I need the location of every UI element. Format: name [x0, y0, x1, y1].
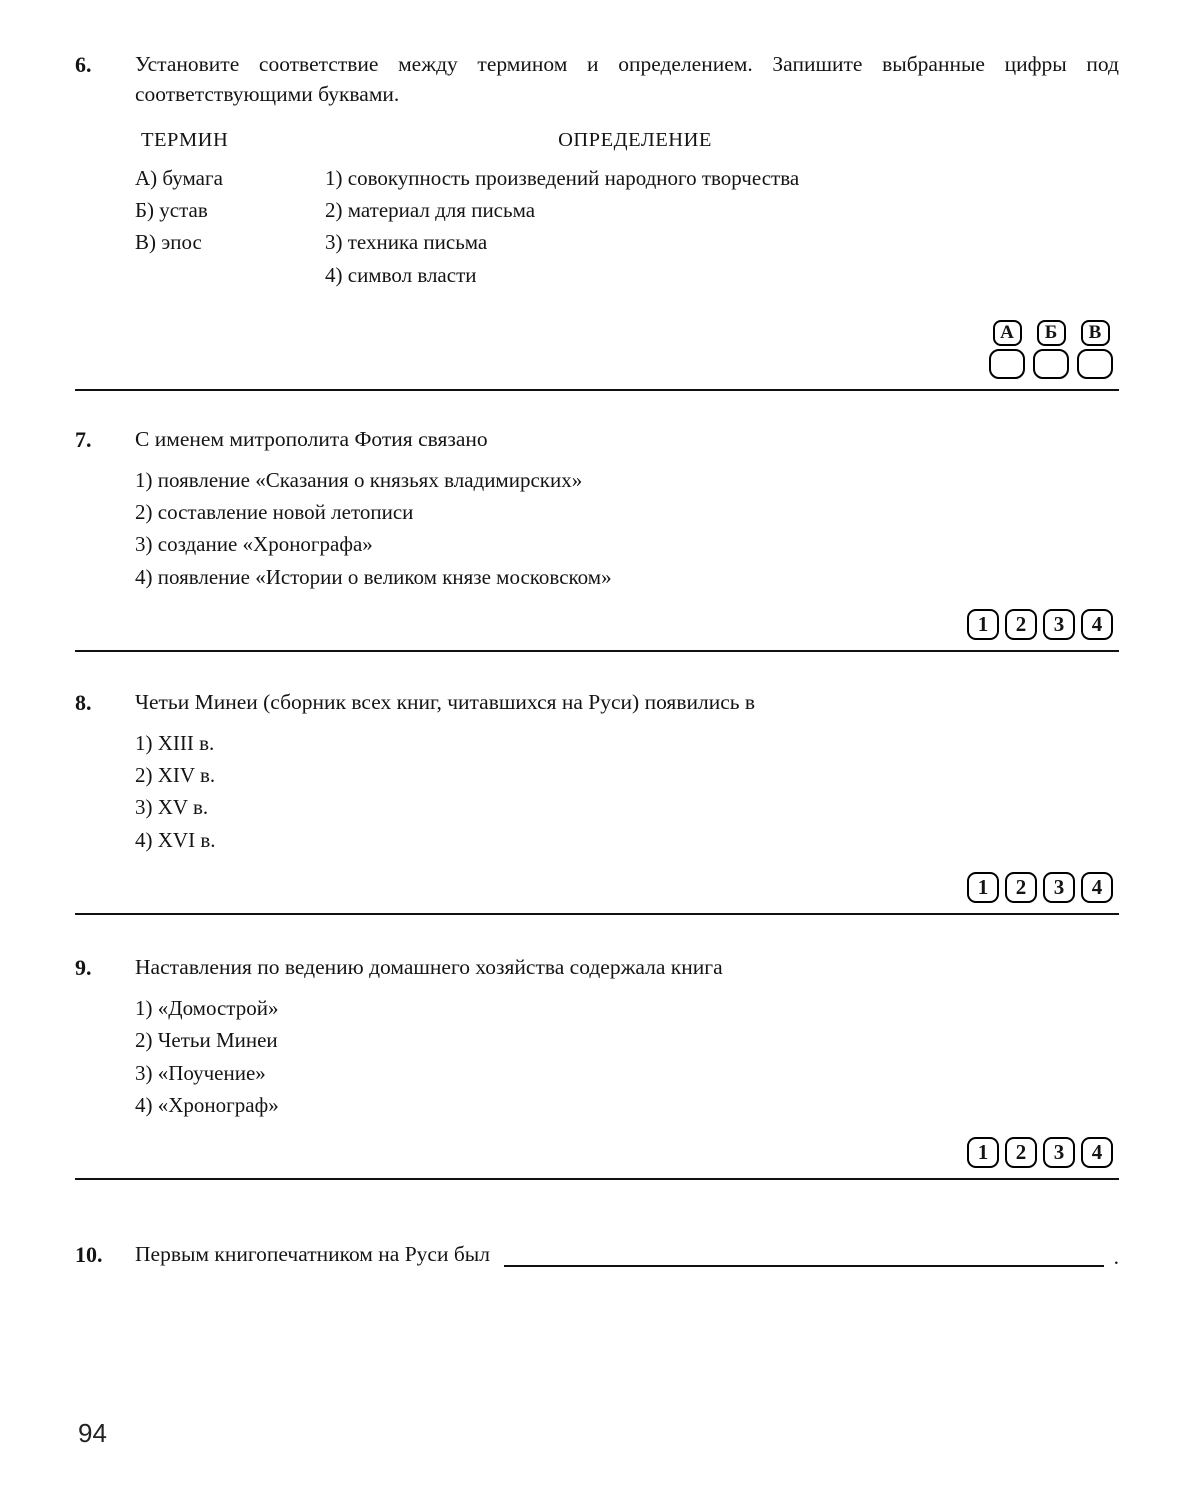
- answer-boxes-q8: [75, 872, 1113, 903]
- option: 2) Четьи Минеи: [135, 1028, 278, 1053]
- definitions-column: [325, 127, 945, 294]
- option: 1) появление «Сказания о князьях владимирских»: [135, 467, 583, 492]
- question-text: Четьи Минеи (сборник всех книг, читавшихся на Руси) появились в: [135, 690, 756, 715]
- question-number: 7.: [75, 427, 92, 453]
- answer-boxes-q9: [75, 1137, 1113, 1168]
- question-text: Наставления по ведению домашнего хозяйства содержала книга: [135, 955, 723, 980]
- question-number: 10.: [75, 1242, 103, 1268]
- option: 3) XV в.: [135, 795, 209, 820]
- question-6: [75, 50, 1119, 391]
- option: 1) XIII в.: [135, 731, 215, 755]
- option: 3) создание «Хронографа»: [135, 532, 373, 557]
- option: 3) «Поучение»: [135, 1060, 266, 1085]
- answer-write-box[interactable]: [989, 349, 1025, 379]
- option: 2) XIV в.: [135, 763, 216, 788]
- terms-header: ТЕРМИН: [141, 129, 229, 152]
- question-10: [75, 1240, 1119, 1270]
- question-7: [75, 425, 1119, 652]
- option: 1) «Домострой»: [135, 996, 279, 1021]
- answer-pair: [1077, 320, 1113, 379]
- question-number: 6.: [75, 52, 92, 77]
- answer-option-box[interactable]: 4: [1081, 1137, 1113, 1168]
- definitions-header: ОПРЕДЕЛЕНИЕ: [558, 129, 712, 152]
- answer-option-box[interactable]: 2: [1005, 872, 1037, 903]
- answer-option-box[interactable]: 2: [1005, 609, 1037, 640]
- question-8: [75, 688, 1119, 915]
- answer-option-box[interactable]: 2: [1005, 1137, 1037, 1168]
- answer-option-box[interactable]: 1: [967, 872, 999, 903]
- answer-write-box[interactable]: [1033, 349, 1069, 379]
- definition-item: 1) совокупность произведений народного творчества: [325, 165, 800, 190]
- section-divider: [75, 650, 1119, 652]
- answer-label-box: В: [1081, 320, 1110, 346]
- definition-item: 3) техника письма: [325, 230, 488, 255]
- section-divider: [75, 913, 1119, 915]
- answer-pair: [989, 320, 1025, 379]
- answer-option-box[interactable]: 3: [1043, 872, 1075, 903]
- option: 2) составление новой летописи: [135, 500, 414, 525]
- definition-item: 2) материал для письма: [325, 197, 536, 222]
- section-divider: [75, 1178, 1119, 1180]
- question-number: 9.: [75, 955, 92, 981]
- options-list: [135, 467, 1119, 591]
- answer-write-box[interactable]: [1077, 349, 1113, 379]
- matching-table: [135, 127, 1119, 294]
- term-item: В) эпос: [135, 230, 202, 255]
- answer-blank-line[interactable]: [504, 1243, 1104, 1267]
- answer-option-box[interactable]: 4: [1081, 872, 1113, 903]
- answer-pair: [1033, 320, 1069, 379]
- answer-option-box[interactable]: 1: [967, 1137, 999, 1168]
- answer-option-box[interactable]: 1: [967, 609, 999, 640]
- term-item: А) бумага: [135, 165, 223, 190]
- page-number: 94: [78, 1418, 107, 1448]
- options-list: [135, 995, 1119, 1119]
- answer-boxes-q7: [75, 609, 1113, 640]
- definition-item: 4) символ власти: [325, 262, 477, 287]
- answer-boxes-q6: [75, 320, 1113, 379]
- option: 4) XVI в.: [135, 827, 216, 852]
- question-text: Установите соответствие между термином и определением. Запишите выбранные цифры под соответствующими буквами.: [135, 52, 1119, 106]
- question-text: С именем митрополита Фотия связано: [135, 427, 488, 452]
- section-divider: [75, 389, 1119, 391]
- question-number: 8.: [75, 690, 92, 716]
- option: 4) появление «Истории о великом князе московском»: [135, 564, 612, 589]
- answer-label-box: А: [993, 320, 1022, 346]
- answer-option-box[interactable]: 3: [1043, 609, 1075, 640]
- answer-option-box[interactable]: 4: [1081, 609, 1113, 640]
- answer-label-box: Б: [1037, 320, 1066, 346]
- question-9: [75, 953, 1119, 1180]
- question-text: Первым книгопечатником на Руси был: [135, 1242, 490, 1267]
- options-list: [135, 730, 1119, 854]
- option: 4) «Хронограф»: [135, 1092, 279, 1117]
- trailing-period: .: [1113, 1245, 1119, 1270]
- term-item: Б) устав: [135, 197, 208, 222]
- answer-option-box[interactable]: 3: [1043, 1137, 1075, 1168]
- terms-column: [135, 127, 325, 294]
